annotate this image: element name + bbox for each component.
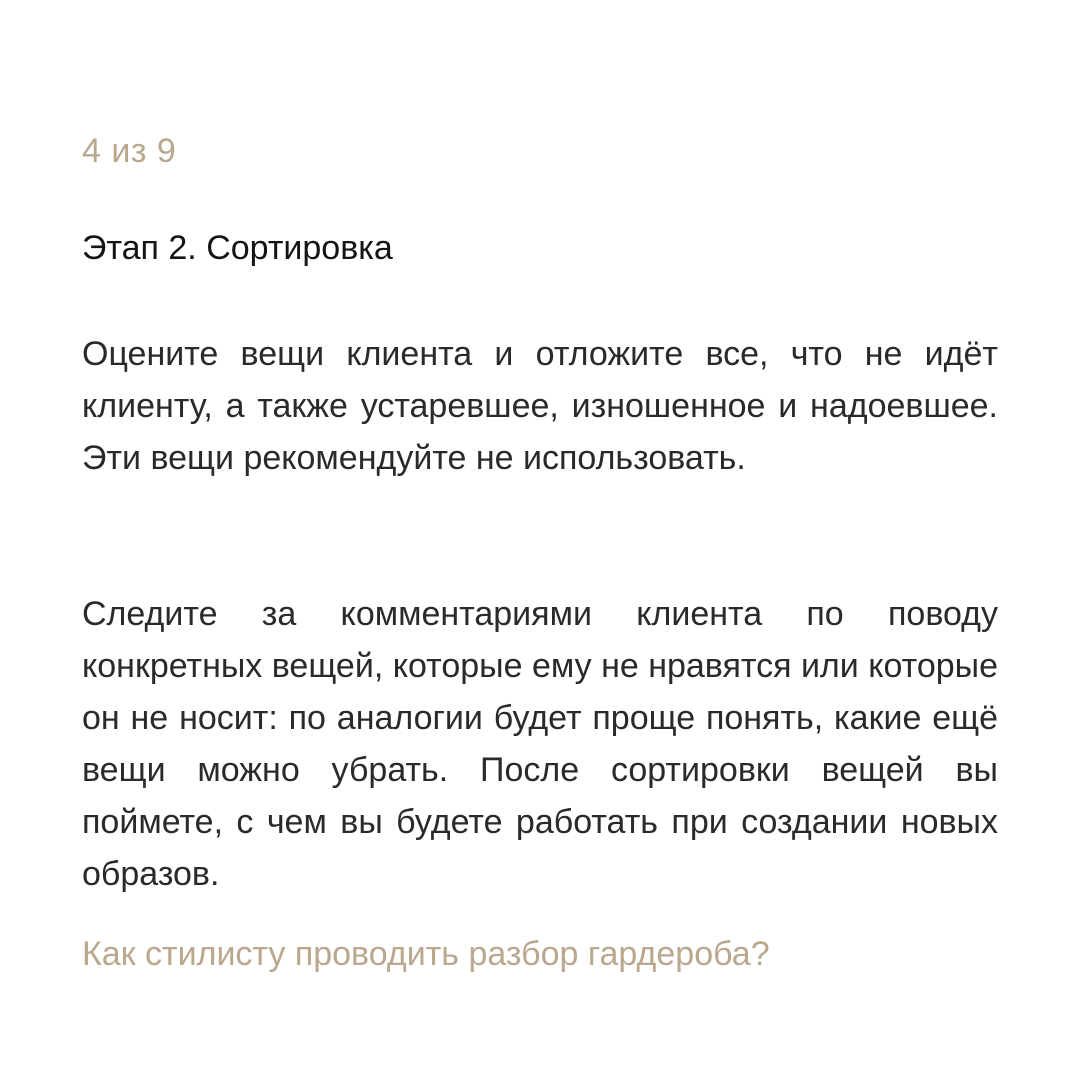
body-paragraph-1: Оцените вещи клиента и отложите все, что не идёт клиенту, а также устаревшее, изношенное и надоевшее. Эти вещи рекомендуйте не использовать. — [82, 335, 998, 477]
slide-heading: Этап 2. Сортировка — [82, 229, 393, 267]
body-paragraph-2: Следите за комментариями клиента по поводу конкретных вещей, которые ему не нравятся или которые он не носит: по аналогии будет проще понять, какие ещё вещи можно убрать. После сортировки вещей вы поймете, с чем вы будете работать при создании новых образов. — [82, 595, 998, 893]
article-title-footer: Как стилисту проводить разбор гардероба? — [82, 935, 770, 973]
slide-counter: 4 из 9 — [82, 132, 177, 170]
